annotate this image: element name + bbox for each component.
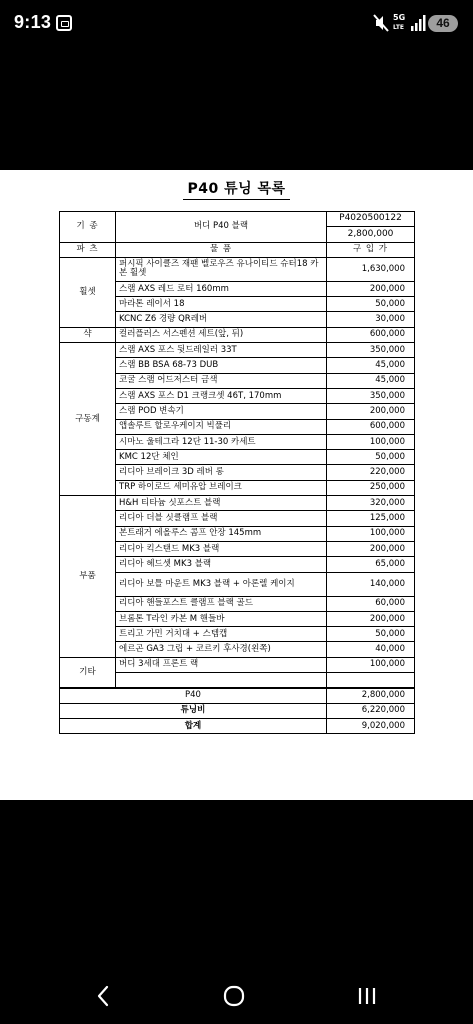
document-title-text: P40 튜닝 목록 <box>183 178 289 200</box>
back-icon[interactable] <box>92 982 114 1010</box>
item-price: 45,000 <box>327 358 415 373</box>
home-icon[interactable] <box>222 984 246 1008</box>
category-cell: 부품 <box>60 496 116 658</box>
base-price: 2,800,000 <box>327 227 415 242</box>
item-price: 50,000 <box>327 297 415 312</box>
total-row <box>60 688 415 703</box>
signal-icon <box>410 14 426 32</box>
item-price: 200,000 <box>327 611 415 626</box>
item-price: 320,000 <box>327 496 415 511</box>
item-name: 스램 AXS 레드 로터 160mm <box>116 281 327 296</box>
item-price: 65,000 <box>327 557 415 572</box>
item-price: 350,000 <box>327 343 415 358</box>
item-name: 브롬톤 T라인 카본 M 핸들바 <box>116 611 327 626</box>
document-page <box>0 170 473 800</box>
total-value: 6,220,000 <box>327 703 415 718</box>
item-name: 본트래거 에올루스 콤프 안장 145mm <box>116 526 327 541</box>
model-code: P4020500122 <box>327 212 415 227</box>
model-label: 기 종 <box>60 212 116 243</box>
total-row <box>60 718 415 733</box>
document-title <box>0 178 473 200</box>
item-row <box>60 257 415 281</box>
item-name: 스램 POD 변속기 <box>116 404 327 419</box>
status-bar <box>0 0 473 48</box>
total-value: 2,800,000 <box>327 688 415 703</box>
total-row <box>60 703 415 718</box>
item-name: 리디아 헤드셋 MK3 블랙 <box>116 557 327 572</box>
total-value: 9,020,000 <box>327 718 415 733</box>
item-price: 50,000 <box>327 450 415 465</box>
category-cell: 휠셋 <box>60 257 116 327</box>
item-name: 시마노 울테그라 12단 11-30 카세트 <box>116 434 327 449</box>
item-name: 스램 AXS 포스 뒷드레일러 33T <box>116 343 327 358</box>
item-price: 50,000 <box>327 627 415 642</box>
category-cell: 기타 <box>60 657 116 688</box>
recent-apps-icon[interactable] <box>356 986 378 1006</box>
item-name: 컬러플러스 서스펜션 세트(앞, 뒤) <box>116 327 327 342</box>
item-row <box>60 496 415 511</box>
screen-record-icon <box>56 15 72 31</box>
item-name: 리디아 브레이크 3D 레버 롱 <box>116 465 327 480</box>
item-price: 100,000 <box>327 434 415 449</box>
total-label: 튜닝비 <box>60 703 327 718</box>
item-price: 125,000 <box>327 511 415 526</box>
item-name: 버디 3세대 프론트 랙 <box>116 657 327 672</box>
item-price: 350,000 <box>327 388 415 403</box>
item-row <box>60 327 415 342</box>
mute-icon <box>372 13 390 33</box>
header-row-model <box>60 212 415 227</box>
item-price: 200,000 <box>327 541 415 556</box>
item-price: 100,000 <box>327 657 415 672</box>
category-cell: 샥 <box>60 327 116 342</box>
item-name: 마라톤 레이서 18 <box>116 297 327 312</box>
item-column-header: 물 품 <box>116 242 327 257</box>
total-label: 합계 <box>60 718 327 733</box>
model-value: 버디 P40 블랙 <box>116 212 327 243</box>
part-column-header: 파 츠 <box>60 242 116 257</box>
item-name: 스램 AXS 포스 D1 크랭크셋 46T, 170mm <box>116 388 327 403</box>
item-name: H&H 티타늄 싯포스트 블랙 <box>116 496 327 511</box>
item-name: KCNC Z6 경량 QR레버 <box>116 312 327 327</box>
item-name: 퍼시픽 사이클즈 재팬 벨로우즈 유나이티드 슈터18 카본 휠셋 <box>116 257 327 281</box>
item-price: 600,000 <box>327 327 415 342</box>
item-price: 60,000 <box>327 596 415 611</box>
item-name: 스램 BB BSA 68-73 DUB <box>116 358 327 373</box>
item-name: TRP 하이로드 세미유압 브레이크 <box>116 480 327 495</box>
item-row <box>60 343 415 358</box>
item-price: 200,000 <box>327 281 415 296</box>
item-price: 600,000 <box>327 419 415 434</box>
item-price: 140,000 <box>327 572 415 596</box>
item-price: 40,000 <box>327 642 415 657</box>
item-name: 리디아 킥스탠드 MK3 블랙 <box>116 541 327 556</box>
navigation-bar <box>0 968 473 1024</box>
item-name: 트리고 가민 거치대 + 스템캡 <box>116 627 327 642</box>
network-label: 5G <box>393 13 406 22</box>
network-sub-label: LTE <box>393 24 405 31</box>
item-row <box>60 657 415 672</box>
item-name: KMC 12단 체인 <box>116 450 327 465</box>
item-price: 100,000 <box>327 526 415 541</box>
tuning-table-body <box>60 212 415 734</box>
item-price: 220,000 <box>327 465 415 480</box>
item-name: 리디아 핸들포스트 클램프 블랙 골드 <box>116 596 327 611</box>
item-name: 에르곤 GA3 그립 + 코르키 후사경(왼쪽) <box>116 642 327 657</box>
item-price: 30,000 <box>327 312 415 327</box>
item-name: 앱솔루트 할로우케이지 빅풀리 <box>116 419 327 434</box>
item-name <box>116 673 327 688</box>
tuning-table <box>59 211 415 734</box>
price-column-header: 구 입 가 <box>327 242 415 257</box>
item-price: 1,630,000 <box>327 257 415 281</box>
item-name: 리디아 더블 싯클램프 블랙 <box>116 511 327 526</box>
status-time: 9:13 <box>14 12 52 32</box>
item-price: 200,000 <box>327 404 415 419</box>
header-row-columns <box>60 242 415 257</box>
item-price: 250,000 <box>327 480 415 495</box>
total-label: P40 <box>60 688 327 703</box>
battery-indicator: 46 <box>428 15 458 32</box>
item-name: 리디아 보틀 마운트 MK3 블랙 + 아론렐 케이지 <box>116 572 327 596</box>
item-price <box>327 673 415 688</box>
category-cell: 구동계 <box>60 343 116 496</box>
item-name: 코굴 스램 어드저스터 금색 <box>116 373 327 388</box>
item-price: 45,000 <box>327 373 415 388</box>
network-type <box>393 13 405 32</box>
